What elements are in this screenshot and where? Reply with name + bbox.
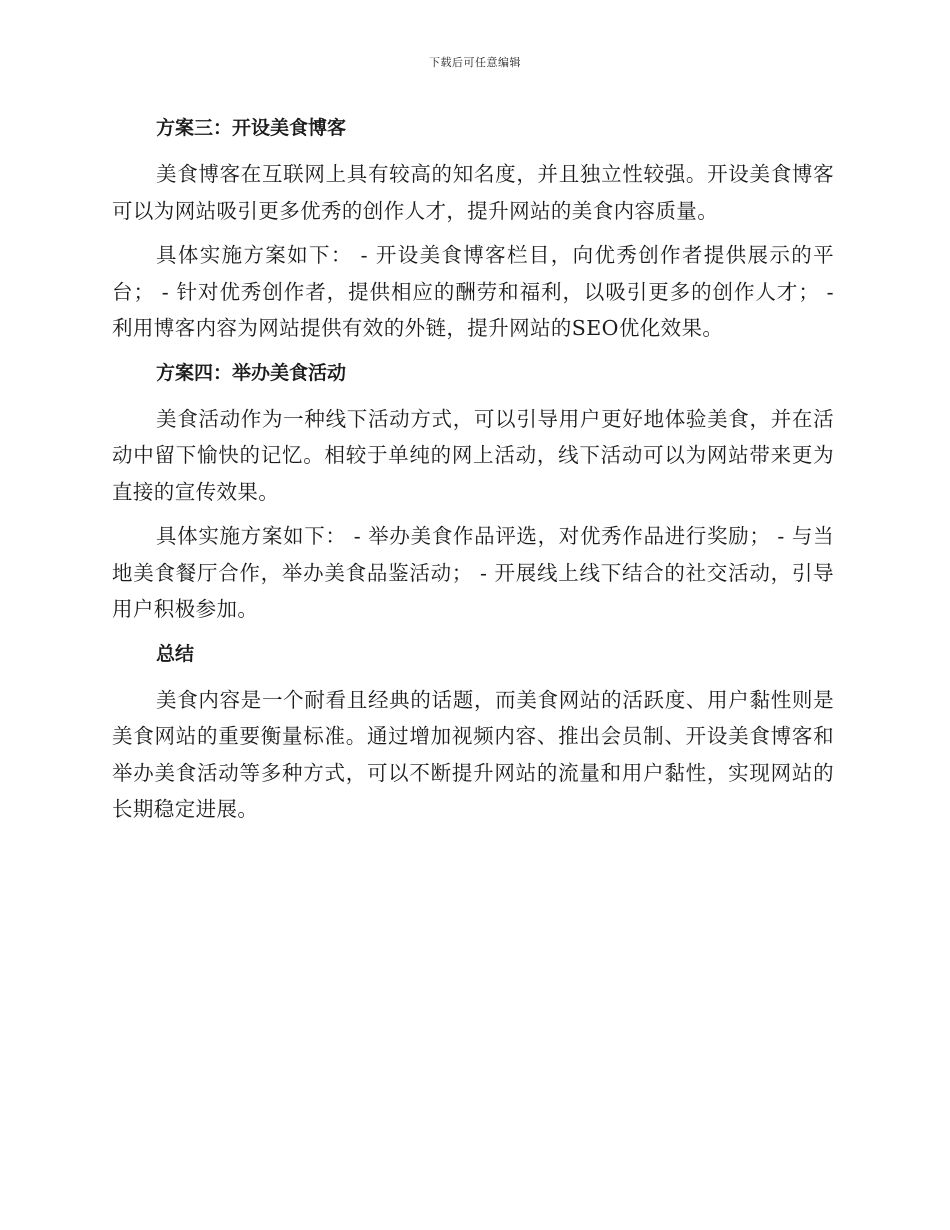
page-header: 下载后可任意编辑 <box>429 56 521 69</box>
section-paragraph: 美食内容是一个耐看且经典的话题，而美食网站的活跃度、用户黏性则是美食网站的重要衡量标准。通过增加视频内容、推出会员制、开设美食博客和举办美食活动等多种方式，可以不断提升网站的流量和用户黏性，实现网站的长期稳定进展。 <box>112 687 834 821</box>
section-paragraph: 美食活动作为一种线下活动方式，可以引导用户更好地体验美食，并在活动中留下愉快的记忆。相较于单纯的网上活动，线下活动可以为网站带来更为直接的宣传效果。 <box>112 406 834 504</box>
document-body <box>112 112 834 828</box>
section-heading-summary: 总结 <box>156 642 195 665</box>
section-paragraph: 具体实施方案如下： - 举办美食作品评选，对优秀作品进行奖励； - 与当地美食餐厅合作，举办美食品鉴活动； - 开展线上线下结合的社交活动，引导用户积极参加。 <box>112 524 834 621</box>
section-heading-plan-4: 方案四：举办美食活动 <box>156 361 347 384</box>
section-paragraph: 美食博客在互联网上具有较高的知名度，并且独立性较强。开设美食博客可以为网站吸引更多优秀的创作人才，提升网站的美食内容质量。 <box>112 162 834 223</box>
section-paragraph: 具体实施方案如下： - 开设美食博客栏目，向优秀创作者提供展示的平台； - 针对优秀创作者，提供相应的酬劳和福利，以吸引更多的创作人才； - 利用博客内容为网站提供有效的外链，提升网站的SEO优化效果。 <box>112 243 834 340</box>
section-heading-plan-3: 方案三：开设美食博客 <box>156 117 347 139</box>
